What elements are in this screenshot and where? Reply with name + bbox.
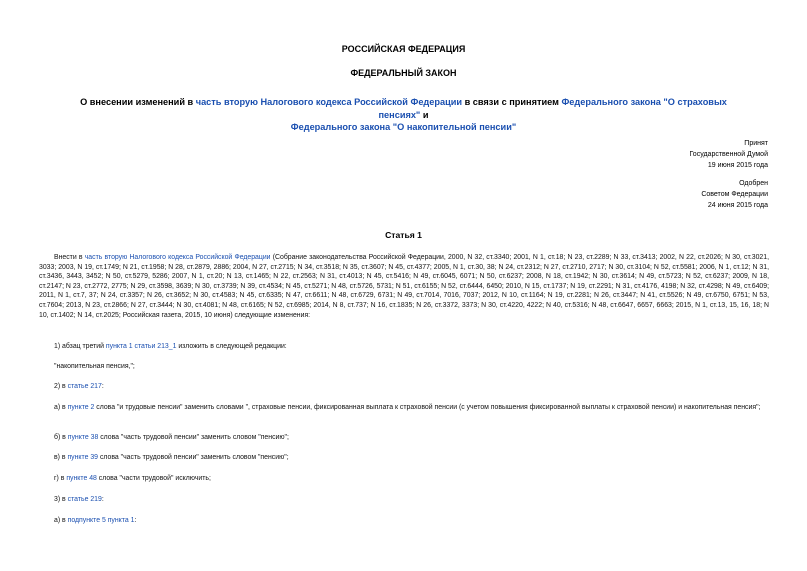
item-3a (39, 516, 769, 526)
item-3 (39, 495, 769, 505)
item-2b-text: б) в (54, 434, 68, 441)
item-2-text: 2) в (54, 383, 68, 390)
item-3a-link[interactable]: подпункте 5 пункта 1 (67, 517, 135, 524)
item-3-text-post: : (101, 496, 104, 503)
item-1-quote: "накопительная пенсия,"; (54, 363, 135, 370)
item-1-text-post: изложить в следующей редакции: (176, 343, 287, 350)
item-2a (39, 403, 769, 413)
article-heading: Статья 1 (385, 230, 422, 240)
accepted-label: Принят (744, 140, 768, 147)
approved-by: Советом Федерации (701, 191, 768, 198)
item-2v-text-post: слова "часть трудовой пенсии" заменить словом "пенсию"; (98, 454, 289, 461)
item-2g-link[interactable]: пункте 48 (66, 475, 97, 482)
item-3a-text-post: : (134, 517, 137, 524)
approved-label: Одобрен (739, 180, 768, 187)
title-text-1: О внесении изменений в (80, 97, 196, 107)
item-2v-text: в) в (54, 454, 68, 461)
main-link-tax-code[interactable]: часть вторую Налогового кодекса Российской Федерации (84, 254, 271, 261)
title-text-3: и (420, 109, 429, 120)
title-link-tax-code[interactable]: часть вторую Налогового кодекса Российской Федерации (195, 97, 463, 107)
law-title (0, 96, 807, 134)
item-2v-link[interactable]: пункте 39 (67, 454, 99, 461)
item-2v (39, 453, 769, 463)
accepted-by: Государственной Думой (689, 151, 768, 158)
item-3-text: 3) в (54, 496, 68, 503)
item-2-text-post: : (101, 383, 104, 390)
item-2g-text: г) в (54, 475, 67, 482)
main-paragraph (39, 253, 769, 320)
title-text-2: в связи с принятием (462, 97, 562, 107)
title-link-funded-pension-law[interactable]: Федерального закона "О накопительной пенсии" (290, 122, 517, 132)
item-1-text: 1) абзац третий (54, 343, 106, 350)
item-3a-text: а) в (54, 517, 68, 524)
country-heading: РОССИЙСКАЯ ФЕДЕРАЦИЯ (341, 44, 466, 54)
accepted-date: 19 июня 2015 года (707, 162, 768, 169)
main-text-1: Внести в (54, 254, 85, 261)
item-3-link[interactable]: статье 219 (67, 496, 102, 503)
law-type-heading: ФЕДЕРАЛЬНЫЙ ЗАКОН (350, 68, 457, 78)
item-2a-text: а) в (54, 404, 68, 411)
item-1 (39, 342, 769, 352)
item-2g-text-post: слова "части трудовой" исключить; (96, 475, 211, 482)
item-1-link[interactable]: пункта 1 статьи 213_1 (105, 343, 177, 350)
title-link-insurance-pensions-law[interactable]: Федерального закона "О страховых пенсиях" (378, 97, 727, 120)
item-2g (39, 474, 769, 484)
item-2b-link[interactable]: пункте 38 (67, 434, 99, 441)
main-text-2: (Собрание законодательства Российской Федерации, 2000, N 32, ст.3340; 2001, N 1, ст.18; N 23, ст.2289; N 33, ст.3413; 2002, N 22, ст.2026; N 30, ст.3021, 3033; 2003, N 19, ст.1749; N 21, ст.1958; N 28, ст.2879, 2886; 2004, N 27, ст.2715; N 34, ст.3518; N 35, ст.3607; N 45, ст.4377; 2005, N 1, ст.30, 38; N 24, ст.2312; N 27, ст.2710, 2717; N 30, ст.3104; N 52, ст.5581; 2006, N 1, ст.12; N 31, ст.3436, 3443, 3452; N 50, ст.5279, 5286; 2007, N 1, ст.20; N 13, ст.1465; N 22, ст.2563; N 31, ст.4013; N 45, ст.5416; N 49, ст.6045, 6071; N 50, ст.6237; 2008, N 18, ст.1942; N 30, ст.3614; N 49, ст.5723; N 52, ст.6237; 2009, N 18, ст.2147; N 23, ст.2772, 2775; N 29, ст.3598, 3639; N 30, ст.3739; N 39, ст.4534; N 45, ст.5271; N 48, ст.5726, 5731; N 51, ст.6155; N 52, ст.6444, 6450; 2010, N 15, ст.1737; N 19, ст.2291; N 31, ст.4176, 4198; N 32, ст.4298; N 49, ст.6409; 2011, N 1, ст.7, 37; N 24, ст.3357; N 26, ст.3652; N 30, ст.4583; N 45, ст.6335; N 47, ст.6611; N 48, ст.6729, 6731; N 49, ст.7014, 7016, 7037; 2012, N 10, ст.1164; N 19, ст.2281; N 26, ст.3447; N 41, ст.5526; N 49, ст.6750, 6751; N 53, ст.7604; 2013, N 23, ст.2866; N 27, ст.3444; N 30, ст.4081; N 48, ст.6165; N 52, ст.6985; 2014, N 8, ст.737; N 16, ст.1835; N 26, ст.3372, 3373; N 30, ст.4220, 4222; N 40, ст.5316; N 48, ст.6647, 6657, 6663; 2015, N 1, ст.13, 15, 16, 18; N 10, ст.1402; N 14, ст.2025; Российская газета, 2015, 10 июня) следующие изменения: (39, 254, 769, 319)
item-2b (39, 433, 769, 443)
approved-date: 24 июня 2015 года (707, 202, 768, 209)
item-2b-text-post: слова "часть трудовой пенсии" заменить словом "пенсию"; (98, 434, 289, 441)
item-2a-link[interactable]: пункте 2 (67, 404, 95, 411)
item-2a-text-post: слова "и трудовые пенсии" заменить словами ", страховые пенсии, фиксированная выплата к страховой пенсии (с учетом повышения фиксированной выплаты к страховой пенсии) и накопительная пенсия"; (94, 404, 761, 411)
item-2-link[interactable]: статье 217 (67, 383, 102, 390)
accepted-block (689, 138, 768, 171)
item-2 (39, 382, 769, 392)
approved-block (701, 178, 768, 211)
